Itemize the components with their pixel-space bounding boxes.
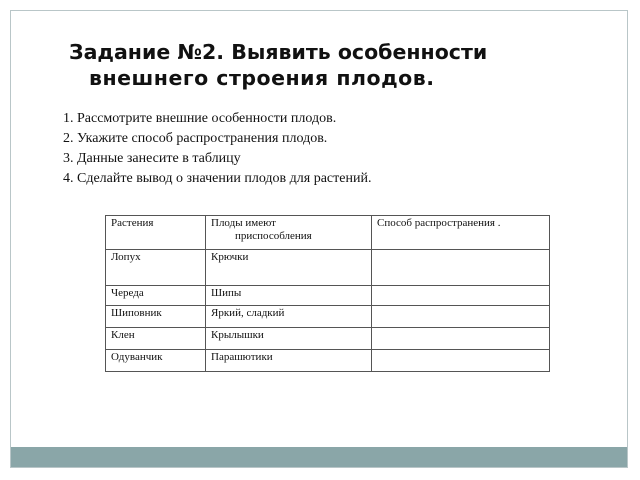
table-row <box>106 328 550 350</box>
header-adaptations-line-1: Плоды имеют <box>211 217 276 229</box>
instruction-list <box>63 109 603 189</box>
cell-spread <box>372 328 550 350</box>
cell-plant: Череда <box>106 286 206 306</box>
table-row <box>106 250 550 286</box>
cell-adaptation: Крючки <box>206 250 372 286</box>
cell-spread <box>372 286 550 306</box>
cell-adaptation: Крылышки <box>206 328 372 350</box>
header-plants: Растения <box>106 216 206 250</box>
cell-plant: Клен <box>106 328 206 350</box>
slide-title <box>69 39 609 91</box>
cell-plant: Шиповник <box>106 306 206 328</box>
cell-plant: Одуванчик <box>106 350 206 372</box>
cell-spread <box>372 250 550 286</box>
table-header-row <box>106 216 550 250</box>
footer-bar <box>11 447 627 467</box>
header-spread-method: Способ распространения . <box>372 216 550 250</box>
instruction-step: 4. Сделайте вывод о значении плодов для растений. <box>63 171 372 186</box>
header-adaptations <box>206 216 372 250</box>
fruits-table <box>105 215 550 372</box>
slide <box>10 10 628 468</box>
cell-adaptation: Парашютики <box>206 350 372 372</box>
instruction-step: 3. Данные занесите в таблицу <box>63 151 241 166</box>
title-line-2: внешнего строения плодов. <box>89 66 435 90</box>
table-row <box>106 286 550 306</box>
title-line-1: Задание №2. Выявить особенности <box>69 40 488 64</box>
instruction-step: 1. Рассмотрите внешние особенности плодов. <box>63 111 337 126</box>
table-row <box>106 306 550 328</box>
cell-plant: Лопух <box>106 250 206 286</box>
cell-spread <box>372 350 550 372</box>
cell-adaptation: Яркий, сладкий <box>206 306 372 328</box>
cell-spread <box>372 306 550 328</box>
instruction-step: 2. Укажите способ распространения плодов. <box>63 131 328 146</box>
header-adaptations-line-2: приспособления <box>235 230 312 242</box>
table-row <box>106 350 550 372</box>
cell-adaptation: Шипы <box>206 286 372 306</box>
